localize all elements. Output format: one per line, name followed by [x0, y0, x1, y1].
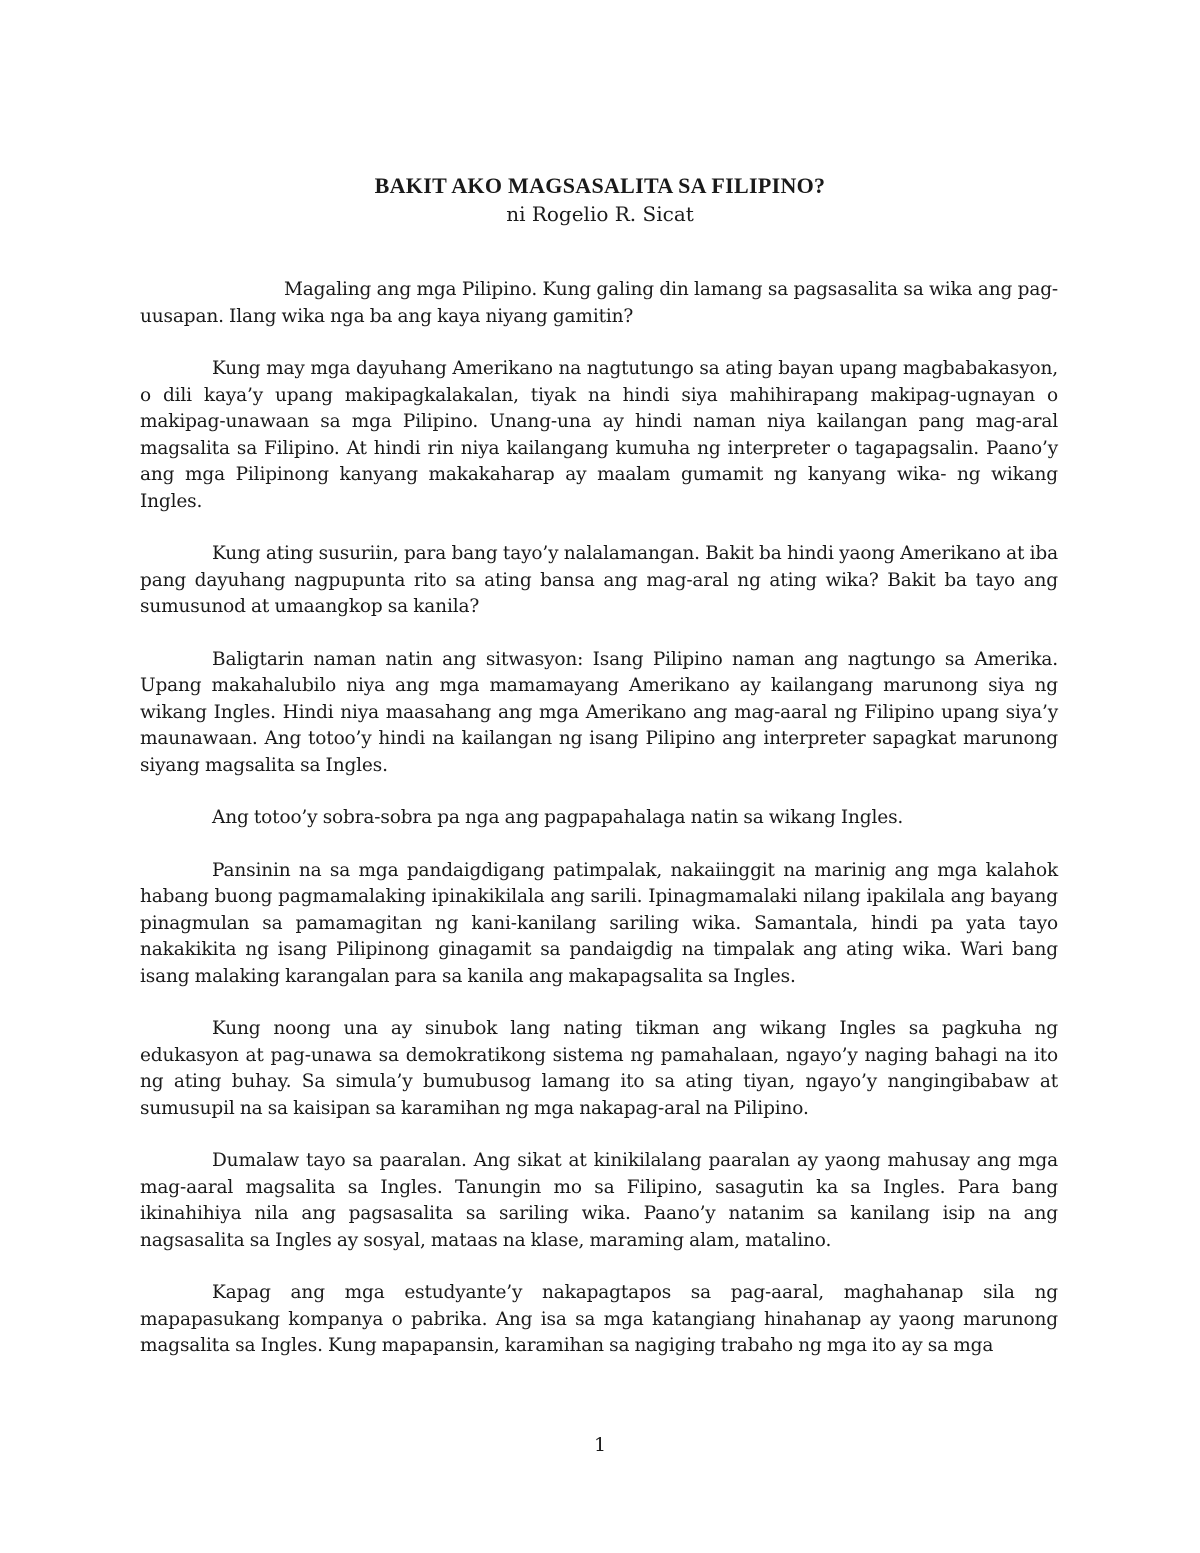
paragraph: Ang totoo’y sobra-sobra pa nga ang pagpapahalaga natin sa wikang Ingles.: [212, 807, 904, 828]
page-number: 1: [593, 1434, 607, 1456]
paragraph: Baligtarin naman natin ang sitwasyon: Isang Pilipino naman ang nagtungo sa Amerika. Upang makahalubilo niya ang mga mamamayang Amerikano ay kailangang marunong siya ng wikang Ingles. Hindi niya maasahang ang mga Amerikano ang mag-aaral ng Filipino upang siya’y maunawaan. Ang totoo’y hindi na kailangan ng isang Pilipino ang interpreter sapagkat marunong siyang magsalita sa Ingles.: [140, 648, 1058, 776]
document-body: [140, 277, 1058, 1360]
paragraph: Magaling ang mga Pilipino. Kung galing din lamang sa pagsasalita sa wika ang pag-uusapan. Ilang wika nga ba ang kaya niyang gamitin?: [140, 279, 1058, 327]
paragraph: Pansinin na sa mga pandaigdigang patimpalak, nakaiinggit na marinig ang mga kalahok habang buong pagmamalaking ipinakikilala ang sarili. Ipinagmamalaki nilang ipakilala ang bayang pinagmulan sa pamamagitan ng kani-kanilang sariling wika. Samantala, hindi pa yata tayo nakakikita ng isang Pilipinong ginagamit sa pandaigdig na timpalak ang ating wika. Wari bang isang malaking karangalan para sa kanila ang makapagsalita sa Ingles.: [140, 859, 1058, 987]
paragraph: Kung noong una ay sinubok lang nating tikman ang wikang Ingles sa pagkuha ng edukasyon at pag-unawa sa demokratikong sistema ng pamahalaan, ngayo’y naging bahagi na ito ng ating buhay. Sa simula’y bumubusog lamang ito sa ating tiyan, ngayo’y nangingibabaw at sumusupil na sa kaisipan sa karamihan ng mga nakapag-aral na Pilipino.: [140, 1018, 1058, 1119]
paragraph: Kung may mga dayuhang Amerikano na nagtutungo sa ating bayan upang magbabakasyon, o dili kaya’y upang makipagkalakalan, tiyak na hindi siya mahihirapang makipag-ugnayan o makipag-unawaan sa mga Pilipino. Unang-una ay hindi naman niya kailangan pang mag-aral magsalita sa Filipino. At hindi rin niya kailangang kumuha ng interpreter o tagapagsalin. Paano’y ang mga Pilipinong kanyang makakaharap ay maalam gumamit ng kanyang wika- ng wikang Ingles.: [140, 358, 1058, 512]
paragraph: Dumalaw tayo sa paaralan. Ang sikat at kinikilalang paaralan ay yaong mahusay ang mga mag-aaral magsalita sa Ingles. Tanungin mo sa Filipino, sasagutin ka sa Ingles. Para bang ikinahihiya nila ang pagsasalita sa sariling wika. Paano’y natanim sa kanilang isip na ang nagsasalita sa Ingles ay sosyal, mataas na klase, maraming alam, matalino.: [140, 1150, 1058, 1251]
document-title: BAKIT AKO MAGSASALITA SA FILIPINO?: [374, 173, 826, 198]
paragraph: Kapag ang mga estudyante’y nakapagtapos sa pag-aaral, maghahanap sila ng mapapasukang kompanya o pabrika. Ang isa sa mga katangiang hinahanap ay yaong marunong magsalita sa Ingles. Kung mapapansin, karamihan sa nagiging trabaho ng mga ito ay sa mga: [140, 1282, 1058, 1356]
document-author: ni Rogelio R. Sicat: [506, 202, 694, 226]
paragraph: Kung ating susuriin, para bang tayo’y nalalamangan. Bakit ba hindi yaong Amerikano at iba pang dayuhang nagpupunta rito sa ating bansa ang mag-aral ng ating wika? Bakit ba tayo ang sumusunod at umaangkop sa kanila?: [140, 543, 1058, 617]
